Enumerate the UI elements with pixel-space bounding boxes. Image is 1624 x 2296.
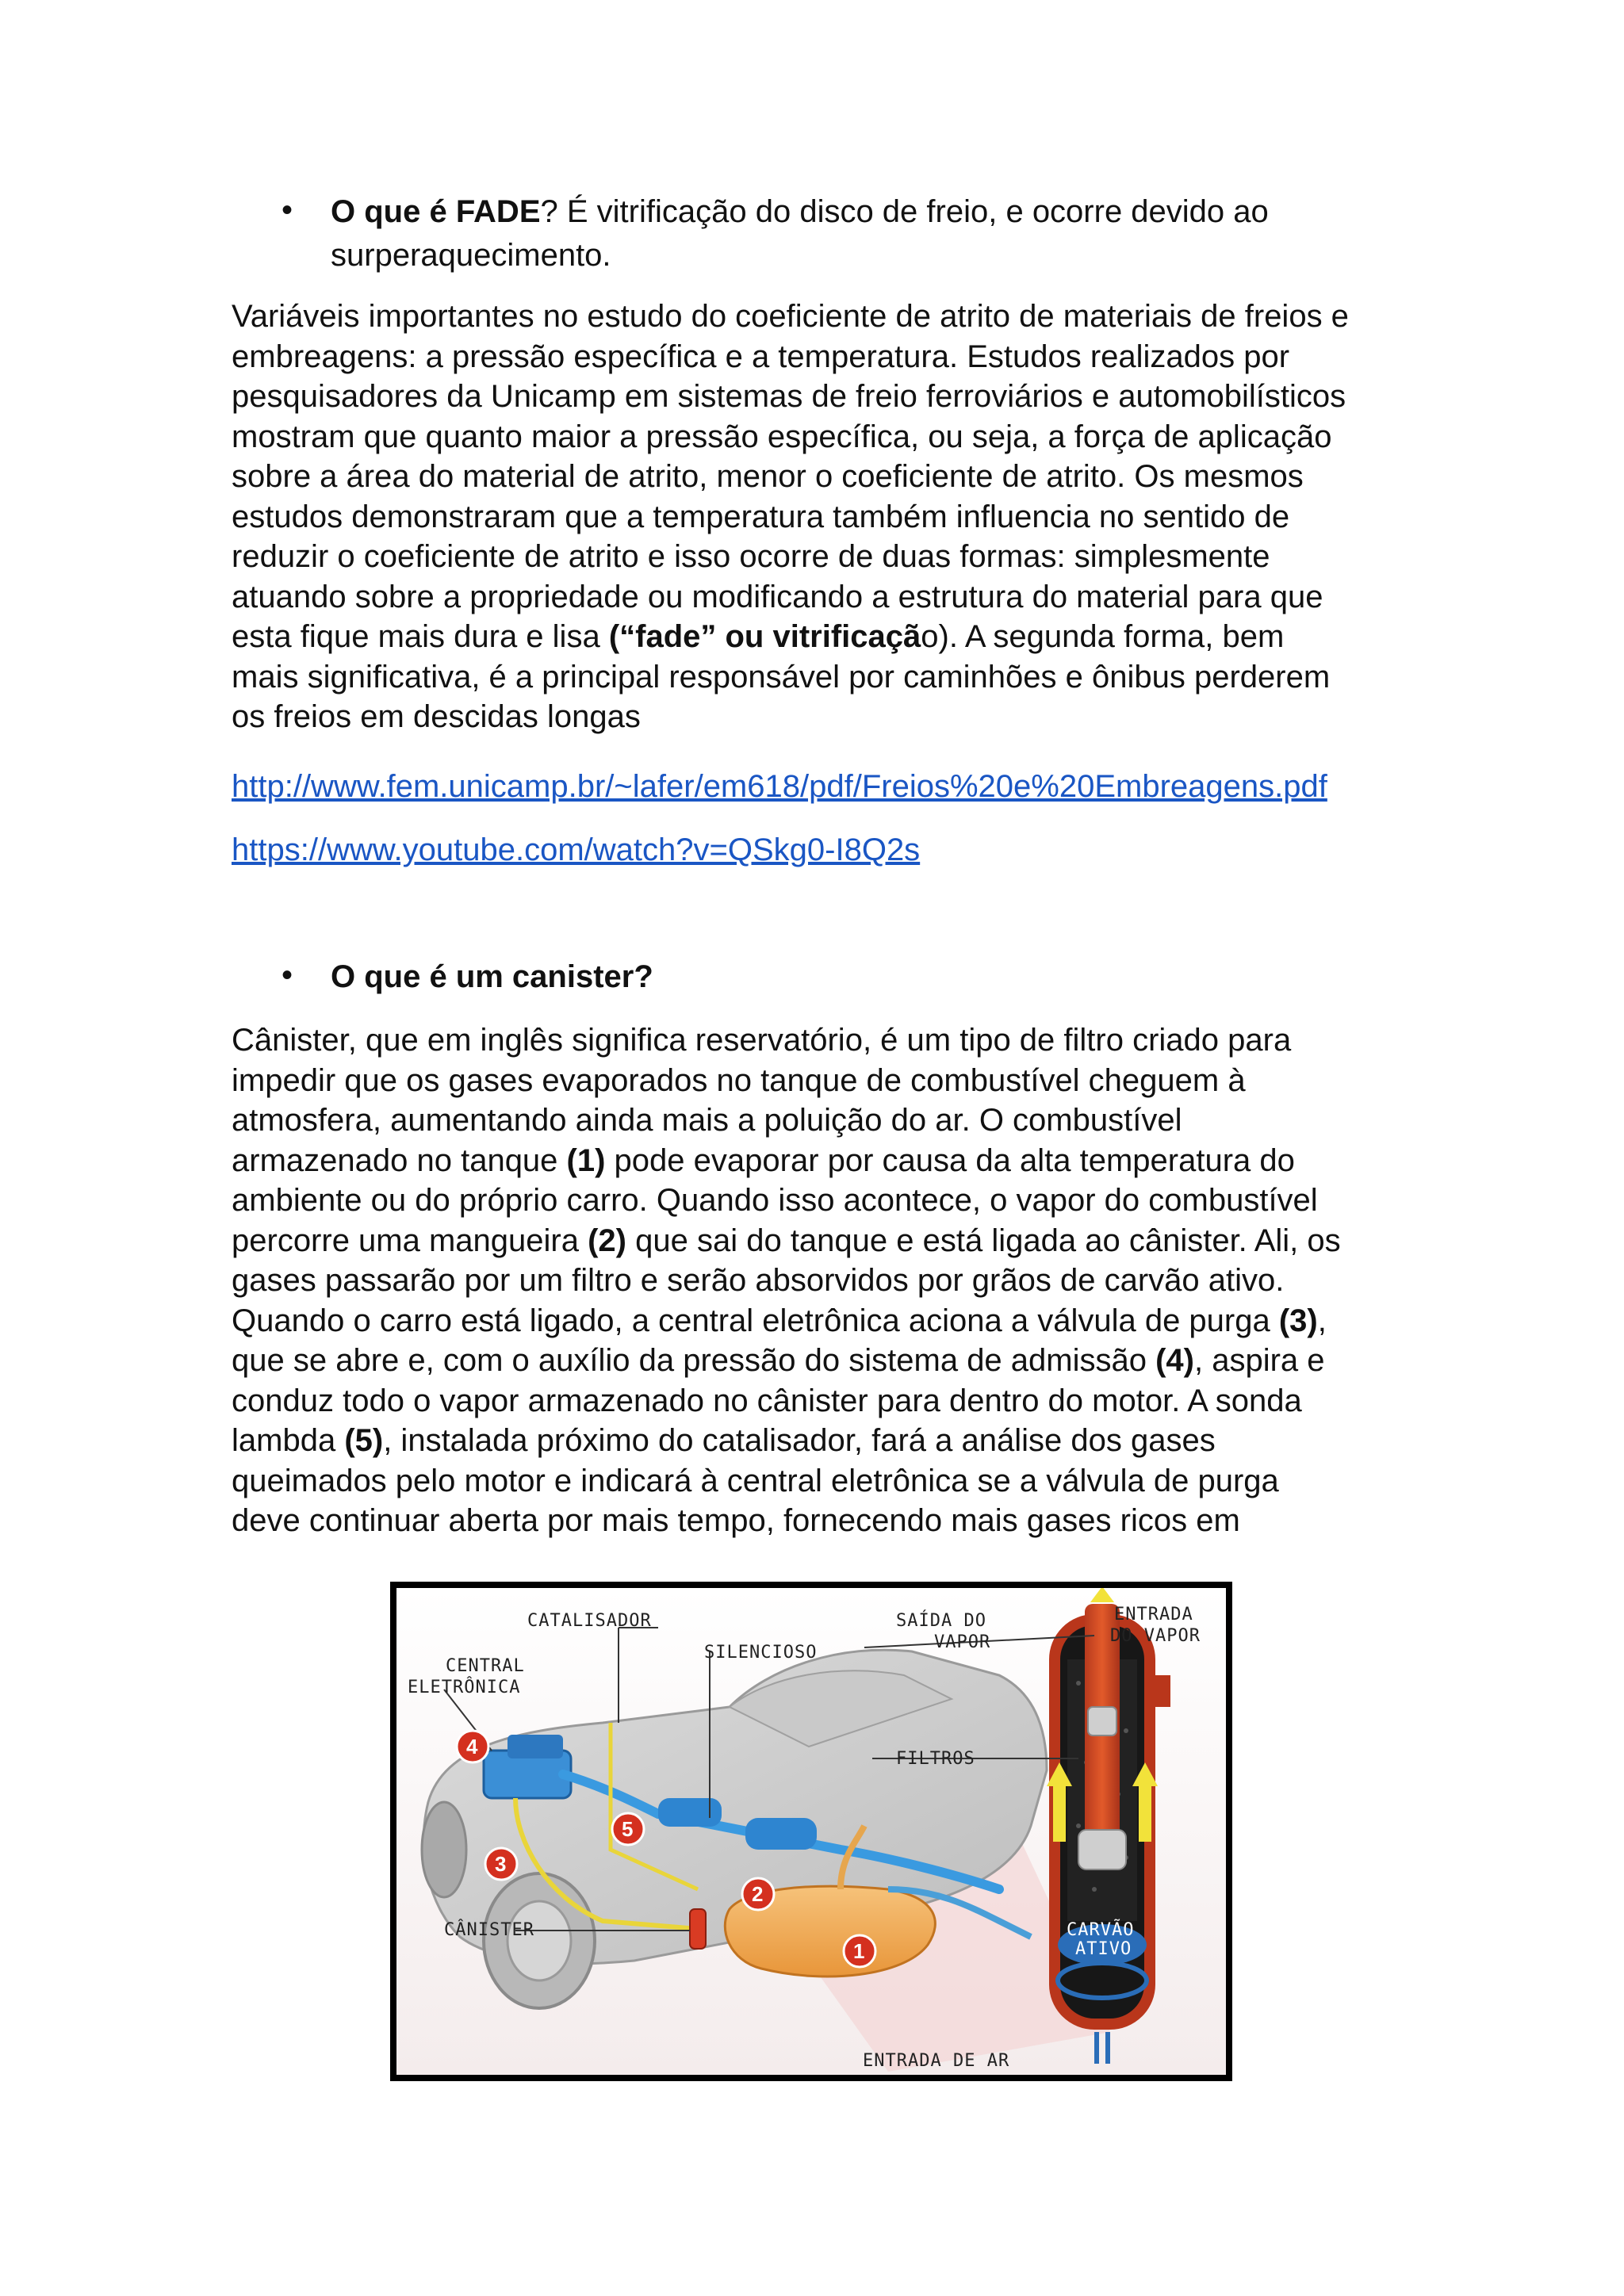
paragraph-line: atuando sobre a propriedade ou modificando a estrutura do material para que: [232, 579, 1323, 614]
bold-run: (5): [344, 1423, 384, 1458]
paragraph-line: estudos demonstraram que a temperatura também influencia no sentido de: [232, 499, 1290, 534]
canister-title: O que é um canister?: [331, 959, 653, 994]
text-run: , aspira e: [1194, 1343, 1325, 1378]
marker-2: [742, 1878, 774, 1910]
paragraph-line: reduzir o coeficiente de atrito e isso ocorre de duas formas: simplesmente: [232, 539, 1270, 574]
bold-run: (2): [588, 1223, 626, 1258]
bold-run: (1): [566, 1142, 606, 1178]
text-run: que sai do tanque e está ligada ao cânister. Ali, os: [626, 1223, 1341, 1258]
paragraph-line: mais significativa, é a principal responsável por caminhões e ônibus perderem: [232, 659, 1331, 695]
label-silencioso: SILENCIOSO: [704, 1643, 818, 1663]
paragraph-line: os freios em descidas longas: [232, 699, 641, 734]
marker-number: 1: [853, 1939, 865, 1963]
paragraph-line: Variáveis importantes no estudo do coeficiente de atrito de materiais de freios e: [232, 299, 1349, 334]
paragraph-line: mostram que quanto maior a pressão específica, ou seja, a força de aplicação: [232, 419, 1332, 454]
label-catalisador: CATALISADOR: [527, 1611, 652, 1631]
marker-4: [457, 1731, 488, 1762]
text-run: , instalada próximo do catalisador, fará a análise dos gases: [383, 1423, 1216, 1458]
text-run: o). A segunda forma, bem: [921, 619, 1285, 654]
bold-run: (4): [1155, 1343, 1194, 1378]
fade-title-suffix: ? É vitrificação do disco de freio, e ocorre devido ao: [540, 194, 1269, 229]
label-saida-line2: VAPOR: [934, 1632, 991, 1652]
paragraph-line: ambiente ou do próprio carro. Quando isso acontece, o vapor do combustível: [232, 1183, 1318, 1218]
fade-bullet-text: [331, 190, 1362, 277]
piston-element: [1078, 1830, 1126, 1869]
text-run: Quando o carro está ligado, a central eletrônica aciona a válvula de purga: [232, 1303, 1279, 1338]
paragraph-line: gases passarão por um filtro e serão absorvidos por grãos de carvão ativo.: [232, 1263, 1285, 1298]
intake-manifold: [508, 1735, 563, 1758]
label-eletronica: ELETRÔNICA: [408, 1678, 521, 1697]
paragraph-line: [232, 1301, 1397, 1341]
unicamp-pdf-link[interactable]: http://www.fem.unicamp.br/~lafer/em618/pdf/Freios%20e%20Embreagens.pdf: [232, 769, 1327, 804]
flow-arrow-shaft-right: [1139, 1786, 1151, 1842]
muffler-body: [745, 1818, 817, 1850]
vapor-inlet-port: [1150, 1675, 1170, 1707]
marker-3: [485, 1848, 517, 1880]
marker-1: [844, 1935, 875, 1967]
small-canister: [690, 1909, 706, 1949]
fade-paragraph: [232, 297, 1397, 737]
paragraph-line: [232, 1341, 1397, 1381]
marker-number: 2: [752, 1882, 764, 1906]
text-run: esta fique mais dura e lisa: [232, 619, 609, 654]
marker-number: 4: [466, 1735, 478, 1758]
label-carvao-line2: ATIVO: [1075, 1939, 1132, 1959]
marker-number: 3: [495, 1852, 507, 1876]
marker-number: 5: [622, 1817, 634, 1841]
paragraph-line: [232, 617, 1397, 657]
paragraph-line: impedir que os gases evaporados no tanque de combustível cheguem à: [232, 1062, 1246, 1098]
text-run: ,: [1317, 1303, 1327, 1338]
text-run: percorre uma mangueira: [232, 1223, 588, 1258]
paragraph-line: conduz todo o vapor armazenado no cânister para dentro do motor. A sonda: [232, 1383, 1302, 1418]
paragraph-line: queimados pelo motor e indicará à central eletrônica se a válvula de purga: [232, 1463, 1279, 1498]
canister-bullet-text: [331, 955, 1362, 999]
label-entrada-line2: DO VAPOR: [1110, 1626, 1201, 1646]
label-central: CENTRAL: [446, 1656, 525, 1676]
label-filtros: FILTROS: [896, 1749, 975, 1769]
label-canister: CÂNISTER: [444, 1920, 534, 1940]
front-wheel-hub: [508, 1901, 571, 1980]
canister-system-figure: [390, 1582, 1232, 2081]
paragraph-line: pesquisadores da Unicamp em sistemas de freio ferroviários e automobilísticos: [232, 379, 1346, 414]
paragraph-line: atmosfera, aumentando ainda mais a poluição do ar. O combustível: [232, 1103, 1182, 1138]
rear-wheel: [422, 1802, 466, 1897]
catalyst-body: [658, 1798, 722, 1827]
paragraph-line: sobre a área do material de atrito, menor o coeficiente de atrito. Os mesmos: [232, 459, 1304, 494]
text-run: lambda: [232, 1423, 345, 1458]
flow-arrow-shaft-left: [1053, 1786, 1066, 1842]
text-run: pode evaporar por causa da alta temperatura do: [605, 1142, 1295, 1178]
paragraph-line: embreagens: a pressão específica e a temperatura. Estudos realizados por: [232, 339, 1290, 374]
canister-diagram: [396, 1588, 1226, 2075]
marker-5: [612, 1813, 644, 1845]
label-entrada-line1: ENTRADA: [1114, 1605, 1193, 1624]
text-run: armazenado no tanque: [232, 1142, 567, 1178]
label-entrada-ar: ENTRADA DE AR: [863, 2051, 1010, 2071]
bold-run: (“fade” ou vitrificaçã: [608, 619, 921, 654]
paragraph-line: deve continuar aberta por mais tempo, fornecendo mais gases ricos em: [232, 1503, 1240, 1538]
paragraph-line: [232, 1421, 1397, 1461]
label-saida-line1: SAÍDA DO: [896, 1611, 986, 1631]
paragraph-line: Cânister, que em inglês significa reservatório, é um tipo de filtro criado para: [232, 1023, 1292, 1058]
youtube-video-link[interactable]: https://www.youtube.com/watch?v=QSkg0-I8Q2s: [232, 832, 921, 867]
paragraph-line: [232, 1221, 1397, 1261]
label-carvao-line1: CARVÃO: [1067, 1920, 1135, 1940]
bullet-dot: •: [282, 958, 293, 993]
canister-cutaway: [1047, 1588, 1170, 2064]
bold-run: (3): [1278, 1303, 1318, 1338]
fade-title: O que é FADE: [331, 194, 541, 229]
fade-title-line2: surperaquecimento.: [331, 238, 611, 273]
paragraph-line: [232, 1141, 1397, 1181]
text-run: que se abre e, com o auxílio da pressão do sistema de admissão: [232, 1343, 1156, 1378]
bullet-dot: •: [282, 193, 293, 228]
filter-element: [1088, 1707, 1116, 1735]
canister-paragraph: [232, 1020, 1397, 1541]
